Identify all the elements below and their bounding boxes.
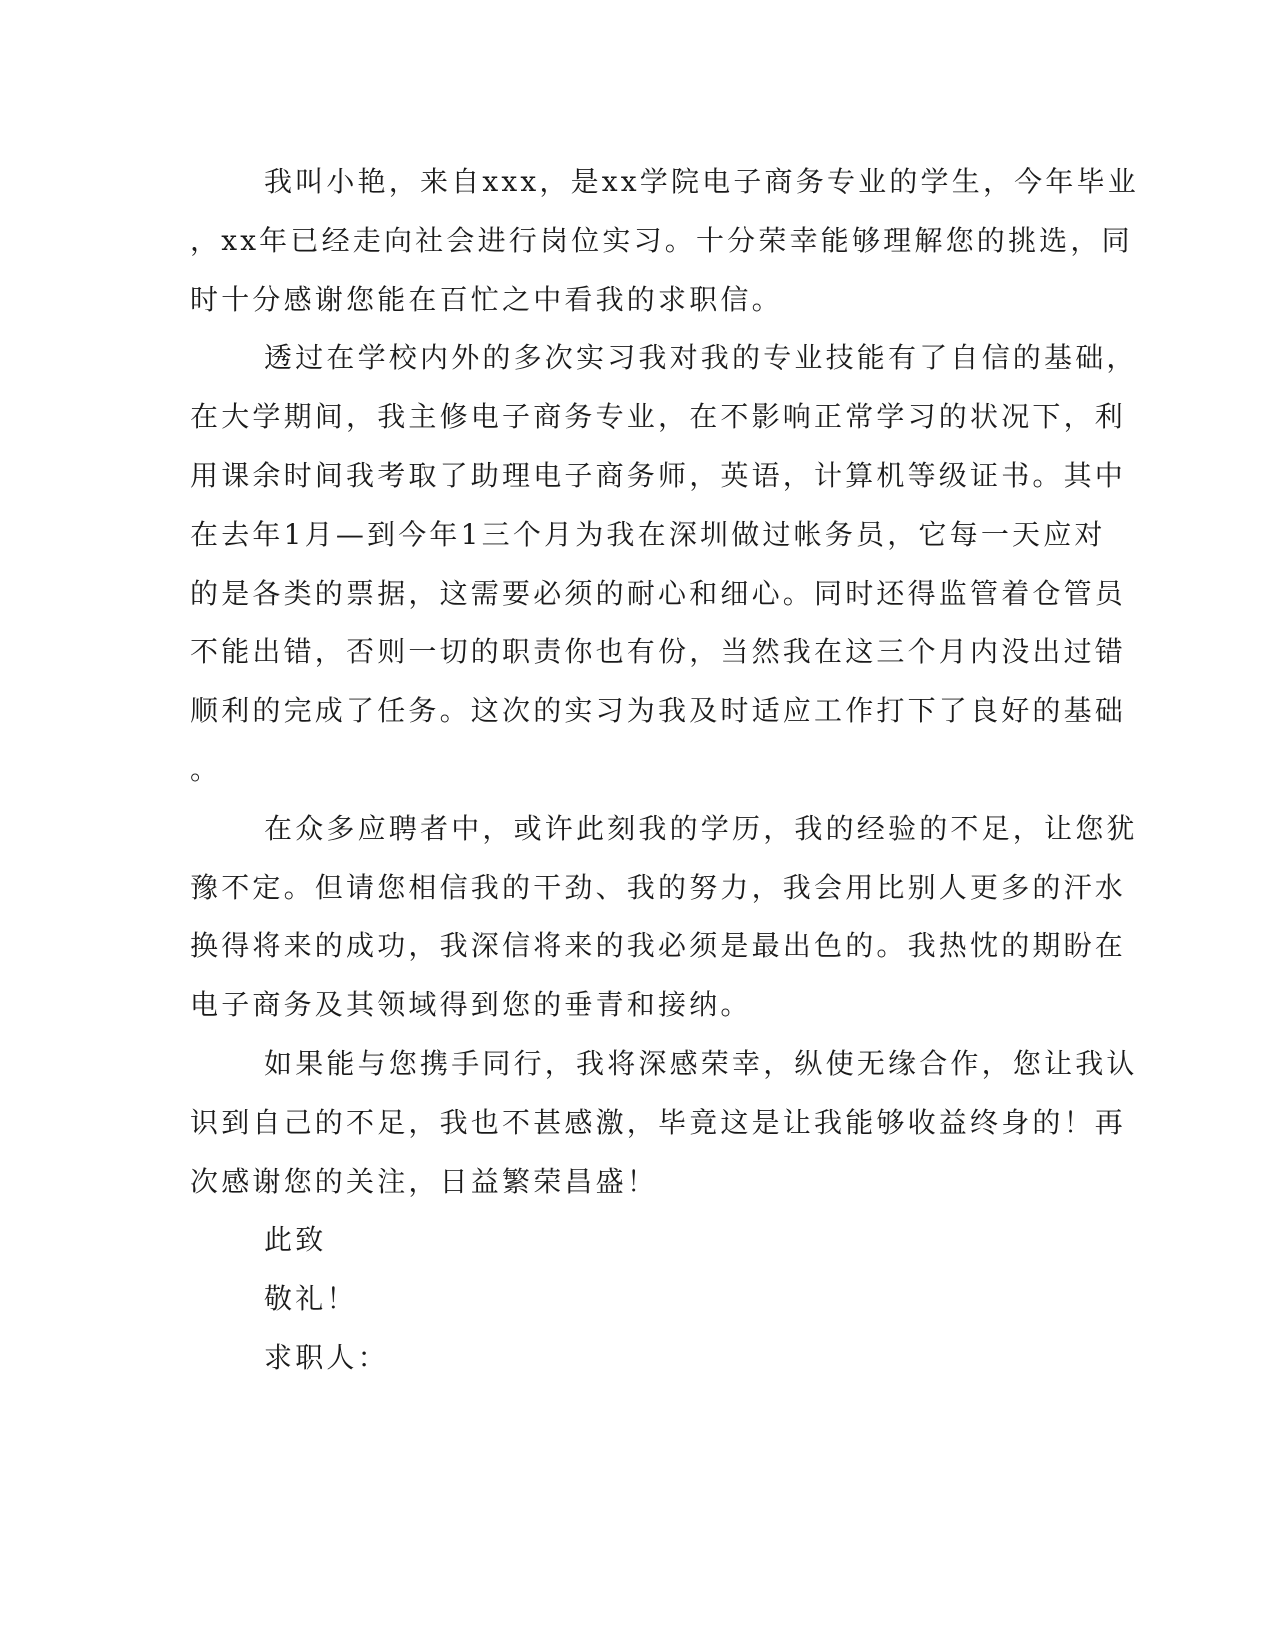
paragraph-3-line-4: 电子商务及其领域得到您的垂青和接纳。 — [190, 988, 752, 1021]
paragraph-2-line-5: 的是各类的票据，这需要必须的耐心和细心。同时还得监管着仓管员 — [190, 577, 1127, 610]
paragraph-2-line-4: 在去年1月—到今年1三个月为我在深圳做过帐务员，它每一天应对 — [190, 518, 1106, 551]
paragraph-3-line-3: 换得将来的成功，我深信将来的我必须是最出色的。我热忱的期盼在 — [190, 929, 1127, 962]
signature-label: 求职人： — [264, 1341, 389, 1374]
paragraph-1-line-1: 我叫小艳，来自xxx，是xx学院电子商务专业的学生，今年毕业 — [264, 165, 1139, 198]
paragraph-1-line-3: 时十分感谢您能在百忙之中看我的求职信。 — [190, 283, 783, 316]
paragraph-2-line-3: 用课余时间我考取了助理电子商务师，英语，计算机等级证书。其中 — [190, 459, 1127, 492]
paragraph-2-line-1: 透过在学校内外的多次实习我对我的专业技能有了自信的基础， — [264, 341, 1138, 374]
paragraph-4-line-3: 次感谢您的关注，日益繁荣昌盛！ — [190, 1165, 659, 1198]
paragraph-1-line-2: ，xx年已经走向社会进行岗位实习。十分荣幸能够理解您的挑选，同 — [190, 224, 1133, 257]
closing-salutation: 此致 — [264, 1223, 327, 1256]
paragraph-3-line-2: 豫不定。但请您相信我的干劲、我的努力，我会用比别人更多的汗水 — [190, 871, 1127, 904]
paragraph-2-line-7: 顺利的完成了任务。这次的实习为我及时适应工作打下了良好的基础 — [190, 694, 1127, 727]
paragraph-4-line-1: 如果能与您携手同行，我将深感荣幸，纵使无缘合作，您让我认 — [264, 1047, 1138, 1080]
paragraph-2-line-6: 不能出错，否则一切的职责你也有份，当然我在这三个月内没出过错 — [190, 635, 1127, 668]
paragraph-2-line-8: 。 — [190, 753, 222, 786]
paragraph-2-line-2: 在大学期间，我主修电子商务专业，在不影响正常学习的状况下，利 — [190, 400, 1127, 433]
paragraph-3-line-1: 在众多应聘者中，或许此刻我的学历，我的经验的不足，让您犹 — [264, 812, 1138, 845]
paragraph-4-line-2: 识到自己的不足，我也不甚感激，毕竟这是让我能够收益终身的！再 — [190, 1106, 1127, 1139]
closing-regards: 敬礼！ — [264, 1282, 358, 1315]
